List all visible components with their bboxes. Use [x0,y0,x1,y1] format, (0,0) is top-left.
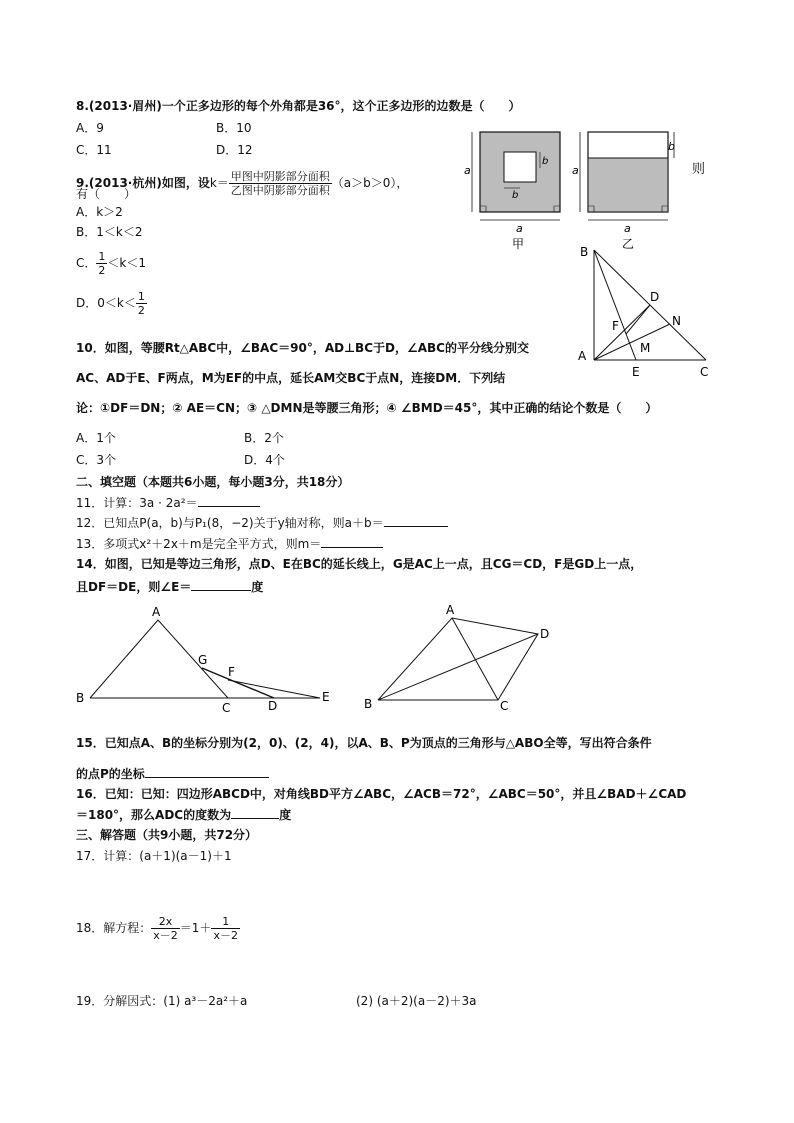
label-C: C [700,365,709,379]
q15-line2-text: 的点P的坐标 [76,767,145,781]
q18-prefix: 18．解方程： [76,921,152,935]
q9-option-d-num: 1 [137,290,145,303]
q17: 17．计算：(a＋1)(a－1)＋1 [76,849,232,863]
line-fe [228,680,320,698]
figure-q10 [570,238,720,380]
label-E: E [632,365,640,379]
q11 [76,494,260,511]
q9-k: k＝ [209,176,229,190]
q16-line2 [76,806,291,823]
q9-option-a: A．k＞2 [76,205,123,219]
q9-denominator: 乙图中阴影部分面积 [230,184,330,197]
q18-fraction-left [151,915,180,942]
q14-unit: 度 [251,580,264,594]
q9-option-c-num: 1 [98,250,106,263]
yi-label-a-bottom: a [624,222,631,235]
q10-line2: AC、AD于E、F两点，M为EF的中点，延长AM交BC于点N，连接DM．下列结 [76,371,506,385]
q19-part1: 19．分解因式：(1) a³－2a²＋a [76,994,248,1008]
q12-answer-blank[interactable] [384,514,448,527]
q9-option-c-suffix: ＜k＜1 [107,256,146,270]
label-M: M [640,341,651,355]
q9-option-c-fraction [96,250,107,277]
q16-unit: 度 [279,808,292,822]
label-F: F [612,319,619,333]
q10-option-d: D．4个 [244,453,285,467]
figure-jia [460,124,570,250]
q9-option-b: B．1＜k＜2 [76,225,143,239]
q18-middle: ＝1＋ [179,921,212,935]
label-D: D [540,627,550,641]
label-E: E [322,690,330,704]
jia-label-b-side: b [542,156,549,167]
q15-line1: 15．已知点A、B的坐标分别为(2，0)、(2，4)，以A、B、P为顶点的三角形与△ABO全等，写出符合条件 [76,736,652,750]
q14-answer-blank[interactable] [191,578,251,591]
q10-line1: 10．如图，等腰Rt△ABC中，∠BAC＝90°，AD⊥BC于D，∠ABC的平分线分别交 [76,341,529,355]
label-A: A [578,349,587,363]
q10-option-a: A．1个 [76,431,116,445]
q18-fraction-right [211,915,240,942]
label-G: G [198,653,208,667]
section-3-heading: 三、解答题（共9小题，共72分） [76,828,258,842]
q15-line2 [76,765,269,782]
q11-text: 11．计算：3a · 2a²＝ [76,496,198,510]
q16-answer-blank[interactable] [231,806,279,819]
yi-caption: 乙 [622,237,635,250]
q19-part2: (2) (a＋2)(a－2)＋3a [356,994,477,1008]
q18-fraction-right-den: x－2 [213,929,238,942]
q9-ze: 则 [692,162,706,177]
yi-shaded-rect [588,158,668,212]
diagonal-bd [378,634,538,700]
line-an [594,324,670,360]
figure-q16 [360,600,560,716]
label-A: A [152,605,161,619]
q16-line2-text: ＝180°，那么ADC的度数为 [76,808,232,822]
figure-yi [568,124,686,250]
yi-label-a-side: a [572,164,579,177]
label-A: A [446,603,455,617]
jia-label-b-bottom: b [512,190,519,201]
line-gd [202,668,274,698]
q13-text: 13．多项式x²＋2x＋m是完全平方式，则m＝ [76,537,322,551]
q14-line1: 14．如图，已知是等边三角形，点D、E在BC的延长线上，G是AC上一点，且CG＝CD，F是GD上一点， [76,557,643,571]
q9-numerator: 甲图中阴影部分面积 [230,170,330,183]
jia-label-a-bottom: a [516,222,523,235]
line-dm [626,305,650,334]
q14-line2-text: 且DF＝DE，则∠E＝ [76,580,192,594]
q15-answer-blank[interactable] [145,765,269,778]
q12 [76,514,448,531]
q9-option-c [76,250,146,277]
q18 [76,912,240,944]
q11-answer-blank[interactable] [198,494,260,507]
q9-option-d-den: 2 [137,304,145,317]
q8-option-d: D．12 [216,143,253,157]
q9-option-c-den: 2 [98,264,106,277]
q18-fraction-left-den: x－2 [153,929,178,942]
jia-label-a-side: a [464,164,471,177]
q9-fraction [229,170,332,197]
q8-stem: 8.(2013·眉州)一个正多边形的每个外角都是36°，这个正多边形的边数是（ ） [76,99,521,113]
label-B: B [580,245,589,259]
diagonal-ac [452,618,498,700]
q9-you: 有（ ） [76,187,137,201]
q18-fraction-right-num: 1 [211,915,240,929]
quadrilateral-abcd [378,618,538,700]
q9-option-c-prefix: C． [76,256,97,270]
q9-option-d [76,290,147,317]
label-B: B [364,697,373,711]
q8-option-a: A．9 [76,121,104,135]
label-B: B [76,691,85,705]
q10-line3: 论：①DF＝DN；② AE＝CN；③ △DMN是等腰三角形；④ ∠BMD＝45°，其中正确的结论个数是（ ） [76,401,658,415]
q9-prefix: 9.(2013·杭州)如图，设 [76,176,210,190]
q8-option-c: C．11 [76,143,112,157]
label-D: D [650,290,660,304]
section-2-heading: 二、填空题（本题共6小题，每小题3分，共18分） [76,475,350,489]
jia-inner-square [504,152,536,182]
q16-line1: 16．已知：已知：四边形ABCD中，对角线BD平方∠ABC，∠ACB＝72°，∠ABC＝50°，并且∠BAD＋∠CAD [76,787,687,801]
q12-text: 12．已知点P(a，b)与P₁(8，−2)关于y轴对称，则a＋b＝ [76,516,384,530]
q13-answer-blank[interactable] [321,535,383,548]
q9-condition: （a＞b＞0）， [331,176,409,190]
jia-caption: 甲 [512,237,525,250]
q10-option-b: B．2个 [244,431,284,445]
figure-q14 [70,602,340,718]
label-D: D [268,699,278,713]
q13 [76,535,383,552]
q18-fraction-left-num: 2x [151,915,180,929]
label-F: F [228,665,235,679]
yi-label-b: b [668,140,675,153]
q9-option-d-fraction [136,290,147,317]
q9-option-d-prefix: D．0＜k＜ [76,296,136,310]
q10-option-c: C．3个 [76,453,117,467]
label-N: N [672,314,681,328]
label-C: C [222,701,231,715]
label-C: C [500,699,509,713]
q14-line2 [76,578,263,595]
q8-option-b: B．10 [216,121,252,135]
